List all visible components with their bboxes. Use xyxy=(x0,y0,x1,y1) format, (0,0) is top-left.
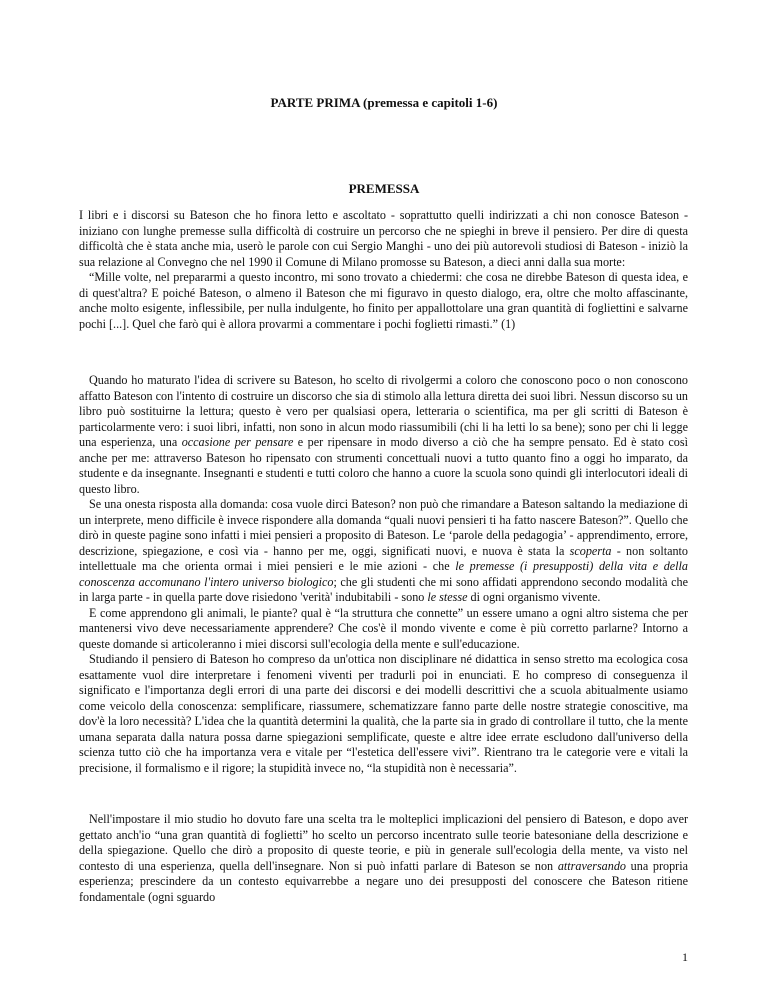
paragraph-text: I libri e i discorsi su Bateson che ho finora letto e ascoltato - soprattutto quelli indirizzati a chi non conosce Bateson - iniziano con lunghe premesse sulla difficoltà di costruire un percorso che ne spieghi in breve il pensiero. Per dire di questa difficoltà che è stata anche mia, userò le parole con cui Sergio Manghi - uno dei più autorevoli studiosi di Bateson - iniziò la sua relazione al Convegno che nel 1990 il Comune di Milano promosse su Bateson, a dieci anni dalla sua morte: xyxy=(79,208,688,269)
main-block xyxy=(79,373,688,776)
italic-phrase: le stesse xyxy=(427,590,468,604)
italic-phrase: attraversando xyxy=(557,858,626,873)
quote-paragraph xyxy=(79,270,688,332)
paragraph xyxy=(79,497,688,606)
paragraph-text: - non soltanto intellettuale ma che orienta ormai i miei pensieri e le mie azioni - che xyxy=(79,543,688,573)
paragraph xyxy=(79,208,688,270)
paragraph xyxy=(79,606,688,653)
closing-block xyxy=(79,812,688,905)
paragraph xyxy=(79,373,688,497)
paragraph-text: Nell'impostare il mio studio ho dovuto fare una scelta tra le molteplici implicazioni del pensiero di Bateson, e dopo aver gettato anch'io “una gran quantità di foglietti” ho scelto un percorso incentrato sulle teorie batesoniane della descrizione e della spiegazione. Quello che dirò a proposito di queste teorie, e più in generale sull'ecologia della mente, va visto nel contesto di una esperienza, quella dell'insegnare. Non si può infatti parlare di Bateson se non xyxy=(79,812,688,873)
paragraph-text: una propria esperienza; prescindere da un contesto equivarrebbe a negare uno dei presupposti del conoscere che Bateson ritiene fondamentale (ogni sguardo xyxy=(79,858,688,904)
paragraph-text: Studiando il pensiero di Bateson ho compreso da un'ottica non disciplinare né didattica in senso stretto ma ecologica cosa esattamente vuol dire interpretare i fenomeni viventi per tradurli poi in enunciati. E ho compreso di conseguenza il significato e l'importanza degli errori di una parte dei discorsi e dei modelli descrittivi che a scuola abitualmente usiamo come veicolo della conoscenza: semplificare, riassumere, schematizzare fanno parte delle nostre strategie conoscitive, ma dov'è la loro necessità? L'idea che la quantità determini la qualità, che la parte sia in grado di controllare il tutto, che la mente umana separata dalla natura possa darne spiegazioni semplificate, queste e altre idee errate escludono dall'universo della scienza tutto ciò che ha importanza vera e vitale per “l'estetica dell'essere vivi”. Rientrano tra le categorie vere e vitali la precisione, il formalismo e il rigore; la stupidità invece no, “la stupidità non è necessaria”. xyxy=(79,652,688,775)
intro-block xyxy=(79,208,688,332)
paragraph-text: e per ripensare in modo diverso a ciò che ha sempre pensato. Ed è stato così anche per me: attraverso Bateson ho ripensato con strumenti concettuali nuovi a tutto quanto fino a oggi ho imparato, da studente e da insegnante. Insegnanti e studenti e tutti coloro che hanno a cuore la scuola sono quindi gli interlocutori ideali di questo libro. xyxy=(79,435,688,496)
paragraph xyxy=(79,812,688,905)
section-title: PREMESSA xyxy=(348,181,420,196)
paragraph-text: di ogni organismo vivente. xyxy=(467,590,601,604)
paragraph-text: “Mille volte, nel prepararmi a questo incontro, mi sono trovato a chiedermi: che cosa ne direbbe Bateson di questa idea, e di quest'altra? E poiché Bateson, o almeno il Bateson che mi figuravo in questo dialogo, era, oltre che molto affascinante, anche molto esigente, inflessibile, per nulla indulgente, ho finito per appallottolare una gran quantità di fogliettini e salvarne pochi [...]. Quel che farò qui è allora provarmi a commentare i pochi foglietti rimasti.” (1) xyxy=(79,270,688,331)
page-number: 1 xyxy=(682,950,688,964)
paragraph-text: Quando ho maturato l'idea di scrivere su Bateson, ho scelto di rivolgermi a coloro che conoscono poco o non conoscono affatto Bateson con l'intento di costruire un discorso che sia di stimolo alla lettura diretta dei suoi libri. Nessun discorso su un libro può sostituirne la lettura; questo è vero per qualsiasi opera, letteraria o scientifica, ma per gli scritti di Bateson è particolarmente vero: i suoi libri, infatti, non sono in alcun modo riassumibili (chi li ha letti lo sa bene); sono per chi li legge una esperienza, una xyxy=(79,373,688,449)
italic-phrase: occasione per pensare xyxy=(181,435,294,449)
paragraph xyxy=(79,652,688,776)
part-title: PARTE PRIMA (premessa e capitoli 1-6) xyxy=(270,95,498,110)
paragraph-text: ; che gli studenti che mi sono affidati apprendono secondo modalità che in larga parte - in quella parte dove risiedono 'verità' indubitabili - sono xyxy=(79,574,688,604)
italic-phrase: scoperta xyxy=(569,543,612,558)
paragraph-text: E come apprendono gli animali, le piante? qual è “la struttura che connette” un essere umano a ogni altro sistema che per mantenersi vivo deve necessariamente apprendere? Che cos'è il mondo vivente e come è più corretto parlarne? Intorno a queste domande si articoleranno i miei discorsi sull'ecologia della mente e sull'educazione. xyxy=(79,605,688,651)
paragraph-text: Se una onesta risposta alla domanda: cosa vuole dirci Bateson? non può che rimandare a Bateson saltando la mediazione di un interprete, meno difficile è invece rispondere alla domanda “quali nuovi pensieri ti ha fatto nascere Bateson?”. Quello che dirò in queste pagine sono infatti i miei pensieri a proposito di Bateson. Le ‘parole della pedagogia’ - apprendimento, errore, descrizione, spiegazione, e così via - hanno per me, oggi, significati nuovi, e nuova è stata la xyxy=(79,497,688,558)
italic-phrase: le premesse (i presupposti) della vita e della conoscenza accomunano l'intero universo biologico xyxy=(79,559,688,589)
